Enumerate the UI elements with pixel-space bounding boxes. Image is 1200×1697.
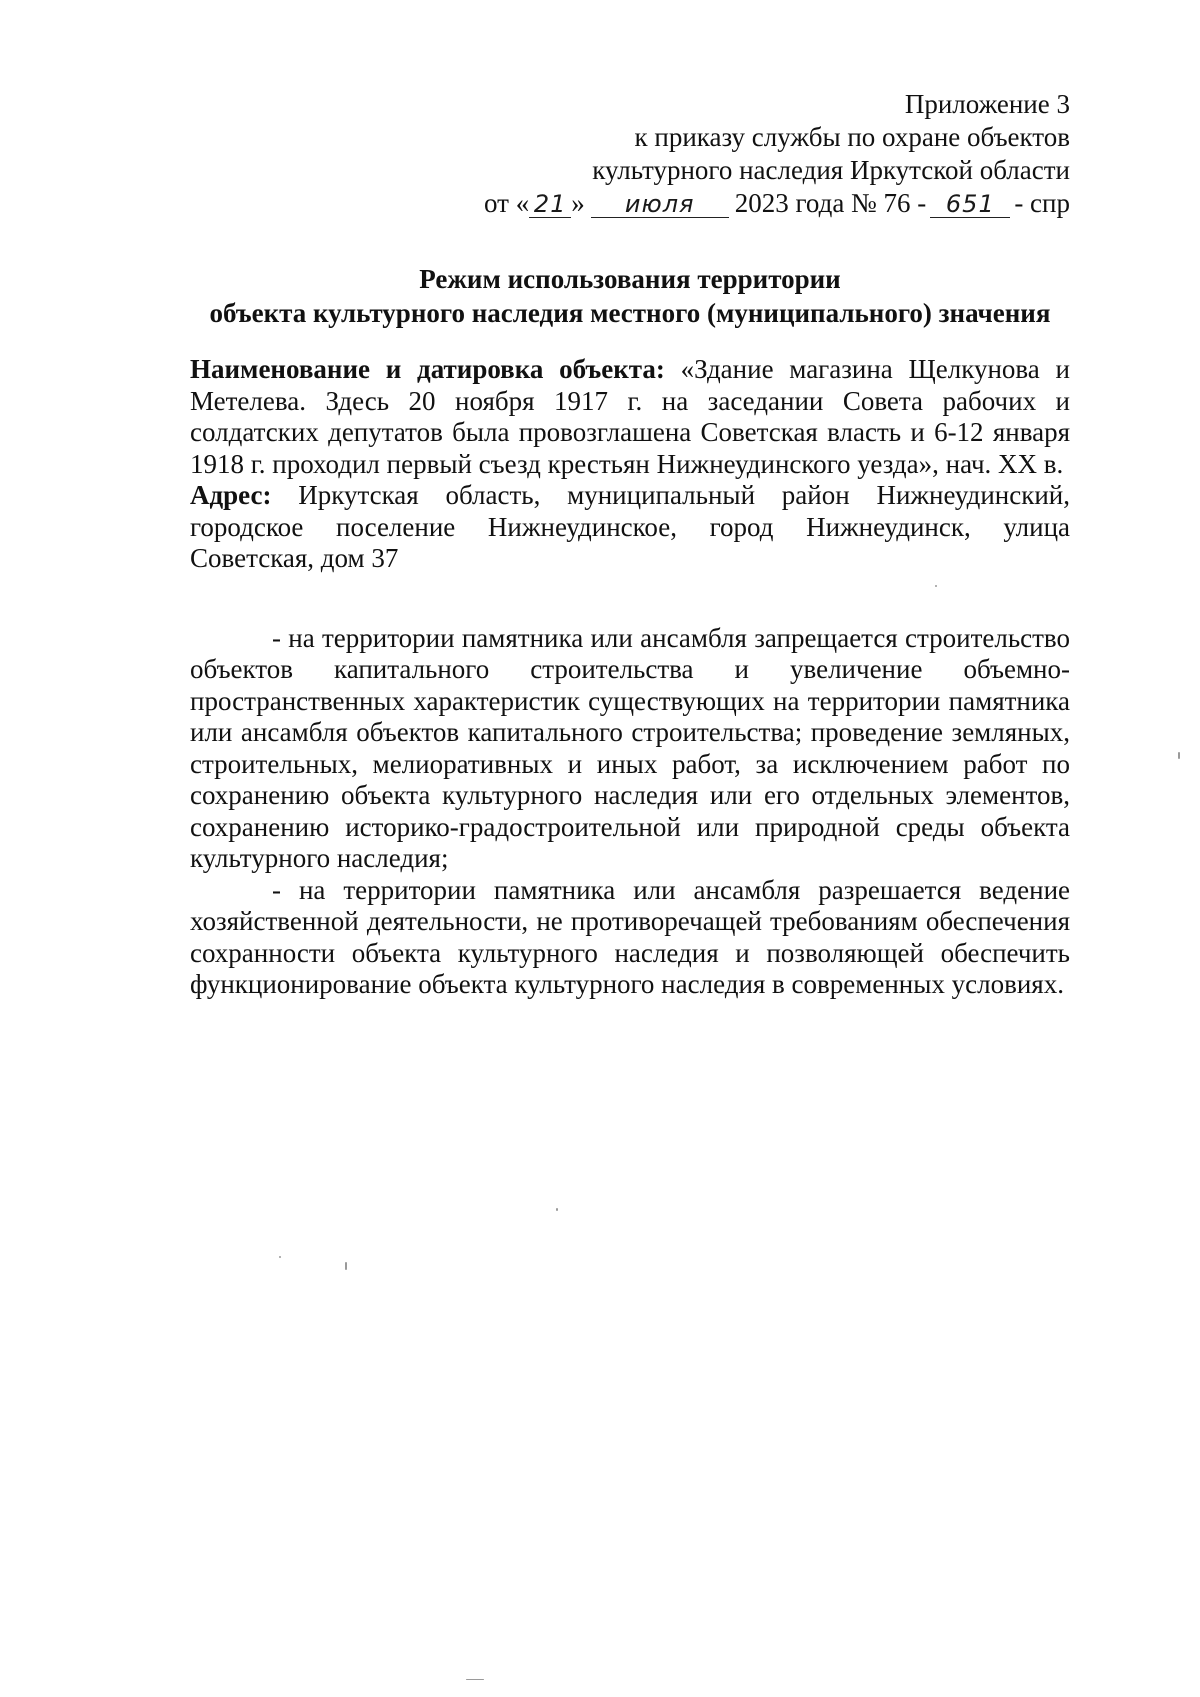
paragraph-spacer bbox=[190, 575, 1070, 623]
address-label: Адрес: bbox=[190, 480, 272, 510]
handwritten-month: июля bbox=[591, 191, 729, 218]
year-and-number: 2023 года № 76 - bbox=[734, 188, 927, 218]
object-name-value: «Здание магазина Щелкунова и Метелева. Здесь 20 ноября 1917 г. на заседании Совета рабочих и солдатских депутатов была провозглашена Советская власть и 6-12 января 1918 г. проходил первый съезд крестьян Нижнеудинского уезда», нач. XX в. bbox=[190, 354, 1070, 479]
document-title bbox=[190, 262, 1070, 330]
order-date-line bbox=[370, 187, 1070, 220]
scan-speck bbox=[556, 1208, 558, 1211]
order-reference: к приказу службы по охране объектов bbox=[634, 122, 1070, 152]
document-body bbox=[190, 354, 1070, 1001]
handwritten-number: 651 bbox=[930, 191, 1010, 218]
scan-speck bbox=[935, 585, 937, 587]
scan-speck bbox=[466, 1679, 484, 1680]
scan-speck bbox=[345, 1262, 347, 1270]
appendix-number: Приложение 3 bbox=[904, 89, 1070, 119]
date-prefix: от « bbox=[484, 188, 530, 218]
date-mid: » bbox=[571, 188, 585, 218]
object-name-label: Наименование и датировка объекта: bbox=[190, 354, 665, 384]
appendix-header bbox=[370, 88, 1070, 220]
object-name-paragraph bbox=[190, 354, 1070, 480]
address-value: Иркутская область, муниципальный район Нижнеудинский, городское поселение Нижнеудинское, город Нижнеудинск, улица Советская, дом 37 bbox=[190, 480, 1071, 573]
title-line-1: Режим использования территории bbox=[419, 264, 841, 294]
address-paragraph bbox=[190, 480, 1070, 575]
handwritten-day: 21 bbox=[529, 191, 571, 218]
scan-speck bbox=[1178, 752, 1180, 759]
number-suffix: - спр bbox=[1014, 188, 1070, 218]
scan-speck bbox=[279, 1256, 281, 1258]
regime-item-prohibited: - на территории памятника или ансамбля запрещается строительство объектов капитального строительства и увеличение объемно-пространственных характеристик существующих на территории памятника или ансамбля объектов капитального строительства; проведение земляных, строительных, мелиоративных и иных работ, за исключением работ по сохранению объекта культурного наследия или его отдельных элементов, сохранению историко-градостроительной или природной среды объекта культурного наследия; bbox=[190, 622, 1070, 873]
regime-item-permitted: - на территории памятника или ансамбля разрешается ведение хозяйственной деятельности, не противоречащей требованиям обеспечения сохранности объекта культурного наследия и позволяющей обеспечить функционирование объекта культурного наследия в современных условиях. bbox=[190, 874, 1070, 999]
title-line-2: объекта культурного наследия местного (муниципального) значения bbox=[209, 298, 1051, 328]
issuing-authority: культурного наследия Иркутской области bbox=[592, 155, 1070, 185]
